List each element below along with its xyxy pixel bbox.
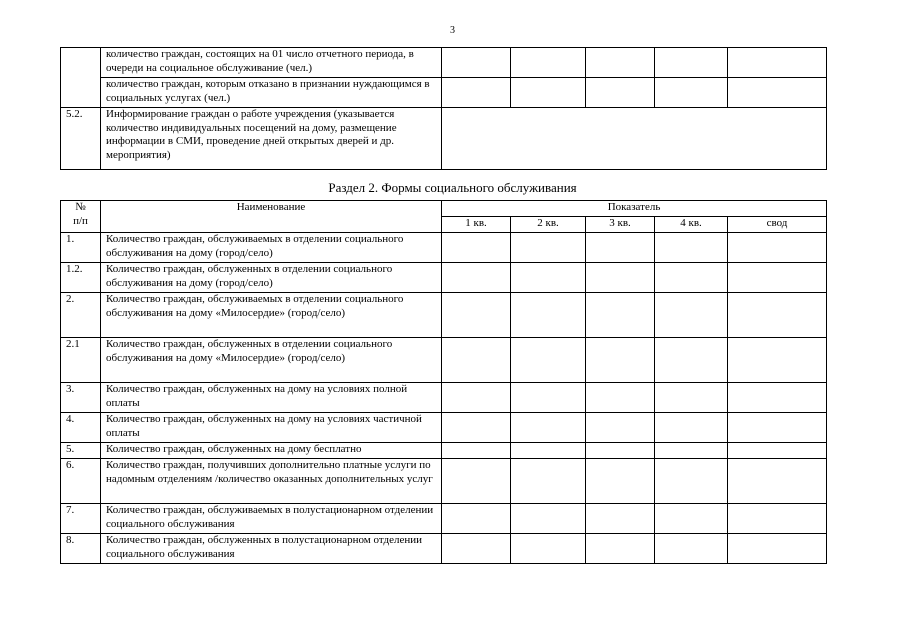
row-text: Количество граждан, обслуживаемых в полустационарном отделении социального обслуживания <box>101 504 442 534</box>
q3-cell[interactable] <box>586 293 655 338</box>
total-cell[interactable] <box>728 263 827 293</box>
row-text: Количество граждан, обслуженных на дому бесплатно <box>101 443 442 459</box>
row-text: количество граждан, состоящих на 01 число отчетного периода, в очереди на социальное обслуживание (чел.) <box>101 48 442 78</box>
merged-value-cell[interactable] <box>442 108 827 170</box>
table-row <box>61 459 827 504</box>
q4-cell[interactable] <box>655 233 728 263</box>
row-text: Количество граждан, обслуживаемых в отделении социального обслуживания на дому (город/село) <box>101 233 442 263</box>
q4-cell[interactable] <box>655 504 728 534</box>
q4-cell[interactable] <box>655 48 728 78</box>
row-number: 4. <box>61 413 101 443</box>
row-number <box>61 48 101 108</box>
table-row <box>61 263 827 293</box>
total-cell[interactable] <box>728 504 827 534</box>
table-row <box>61 383 827 413</box>
q4-cell[interactable] <box>655 443 728 459</box>
q2-cell[interactable] <box>511 383 586 413</box>
q2-cell[interactable] <box>511 233 586 263</box>
q3-cell[interactable] <box>586 263 655 293</box>
q3-cell[interactable] <box>586 383 655 413</box>
section-title: Раздел 2. Формы социального обслуживания <box>328 180 577 195</box>
row-number: 5.2. <box>61 108 101 170</box>
q2-cell[interactable] <box>511 534 586 564</box>
row-text: Количество граждан, получивших дополнительно платные услуги по надомным отделениям /количество оказанных дополнительных услуг <box>101 459 442 504</box>
row-number: 8. <box>61 534 101 564</box>
q1-cell[interactable] <box>442 534 511 564</box>
q1-cell[interactable] <box>442 504 511 534</box>
q4-cell[interactable] <box>655 293 728 338</box>
table-row <box>61 338 827 383</box>
row-text: Количество граждан, обслуженных в отделении социального обслуживания на дому «Милосердие» (город/село) <box>101 338 442 383</box>
row-number: 6. <box>61 459 101 504</box>
total-cell[interactable] <box>728 338 827 383</box>
table-row <box>61 233 827 263</box>
col-header-q2: 2 кв. <box>511 217 586 233</box>
q2-cell[interactable] <box>511 413 586 443</box>
q3-cell[interactable] <box>586 443 655 459</box>
q3-cell[interactable] <box>586 459 655 504</box>
total-cell[interactable] <box>728 443 827 459</box>
q3-cell[interactable] <box>586 413 655 443</box>
q3-cell[interactable] <box>586 233 655 263</box>
row-number: 5. <box>61 443 101 459</box>
col-header-num: № п/п <box>61 201 101 233</box>
row-text: количество граждан, которым отказано в признании нуждающимся в социальных услугах (чел.) <box>101 78 442 108</box>
row-text: Количество граждан, обслуженных на дому на условиях частичной оплаты <box>101 413 442 443</box>
q4-cell[interactable] <box>655 534 728 564</box>
table-row <box>61 443 827 459</box>
row-number: 3. <box>61 383 101 413</box>
row-text: Количество граждан, обслуженных в отделении социального обслуживания на дому (город/село) <box>101 263 442 293</box>
q1-cell[interactable] <box>442 293 511 338</box>
row-text: Количество граждан, обслуживаемых в отделении социального обслуживания на дому «Милосердие» (город/село) <box>101 293 442 338</box>
q4-cell[interactable] <box>655 383 728 413</box>
col-header-name: Наименование <box>101 201 442 233</box>
total-cell[interactable] <box>728 413 827 443</box>
q2-cell[interactable] <box>511 338 586 383</box>
table-row <box>61 504 827 534</box>
q4-cell[interactable] <box>655 459 728 504</box>
col-header-indicator: Показатель <box>442 201 827 217</box>
total-cell[interactable] <box>728 383 827 413</box>
q1-cell[interactable] <box>442 78 511 108</box>
q1-cell[interactable] <box>442 233 511 263</box>
total-cell[interactable] <box>728 48 827 78</box>
q2-cell[interactable] <box>511 48 586 78</box>
q1-cell[interactable] <box>442 48 511 78</box>
q4-cell[interactable] <box>655 263 728 293</box>
q3-cell[interactable] <box>586 338 655 383</box>
q4-cell[interactable] <box>655 338 728 383</box>
q3-cell[interactable] <box>586 78 655 108</box>
page-number: 3 <box>450 25 455 36</box>
forms-table <box>60 200 827 564</box>
row-text: Количество граждан, обслуженных в полустационарном отделении социального обслуживания <box>101 534 442 564</box>
row-number: 7. <box>61 504 101 534</box>
top-table <box>60 47 827 170</box>
row-number: 2. <box>61 293 101 338</box>
q2-cell[interactable] <box>511 504 586 534</box>
q2-cell[interactable] <box>511 459 586 504</box>
q2-cell[interactable] <box>511 293 586 338</box>
q1-cell[interactable] <box>442 459 511 504</box>
q3-cell[interactable] <box>586 48 655 78</box>
q4-cell[interactable] <box>655 78 728 108</box>
total-cell[interactable] <box>728 459 827 504</box>
row-number: 2.1 <box>61 338 101 383</box>
total-cell[interactable] <box>728 293 827 338</box>
q4-cell[interactable] <box>655 413 728 443</box>
row-text: Количество граждан, обслуженных на дому на условиях полной оплаты <box>101 383 442 413</box>
q1-cell[interactable] <box>442 443 511 459</box>
col-header-q1: 1 кв. <box>442 217 511 233</box>
table-row <box>61 534 827 564</box>
table-row <box>61 108 827 170</box>
q2-cell[interactable] <box>511 443 586 459</box>
table-row <box>61 293 827 338</box>
col-header-q4: 4 кв. <box>655 217 728 233</box>
total-cell[interactable] <box>728 534 827 564</box>
col-header-total: свод <box>728 217 827 233</box>
q1-cell[interactable] <box>442 338 511 383</box>
total-cell[interactable] <box>728 78 827 108</box>
table-row <box>61 413 827 443</box>
q1-cell[interactable] <box>442 383 511 413</box>
q1-cell[interactable] <box>442 263 511 293</box>
q1-cell[interactable] <box>442 413 511 443</box>
row-number: 1.2. <box>61 263 101 293</box>
table-row <box>61 48 827 78</box>
q3-cell[interactable] <box>586 504 655 534</box>
col-header-q3: 3 кв. <box>586 217 655 233</box>
table-row <box>61 78 827 108</box>
q2-cell[interactable] <box>511 78 586 108</box>
q3-cell[interactable] <box>586 534 655 564</box>
row-number: 1. <box>61 233 101 263</box>
header-row <box>61 201 827 217</box>
row-text: Информирование граждан о работе учреждения (указывается количество индивидуальных посещений на дому, размещение информации в СМИ, проведение дней открытых дверей и др. мероприятия) <box>101 108 442 170</box>
total-cell[interactable] <box>728 233 827 263</box>
q2-cell[interactable] <box>511 263 586 293</box>
